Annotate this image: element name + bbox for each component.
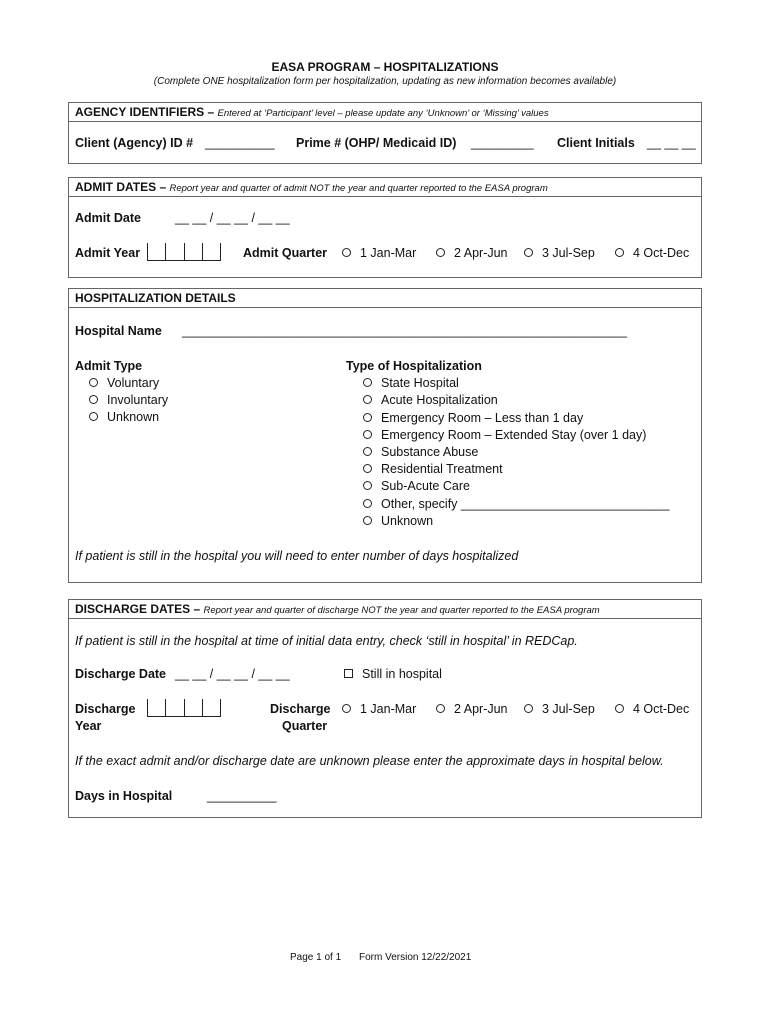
hosp-type-er-short[interactable] [363,411,583,425]
admit-type-involuntary[interactable] [89,393,168,407]
admit-year-label: Admit Year [75,246,141,260]
radio-icon [524,248,533,257]
radio-icon [363,464,372,473]
option-label: Residential Treatment [381,462,503,476]
hosp-type-state[interactable] [363,376,459,390]
hosp-type-residential[interactable] [363,462,503,476]
hosp-type-acute[interactable] [363,393,498,407]
form-subtitle: (Complete ONE hospitalization form per hospitalization, updating as new information becomes available) [153,76,617,87]
admit-section-header [69,178,701,197]
discharge-date-field[interactable]: __ __ / __ __ / __ __ [175,667,290,681]
radio-icon [524,704,533,713]
discharge-quarter-label-line1: Discharge [270,702,331,716]
client-initials-field[interactable]: __ __ __ [647,136,696,150]
radio-icon [342,248,351,257]
radio-icon [363,499,372,508]
discharge-quarter-label-line2: Quarter [282,719,328,733]
approx-days-note: If the exact admit and/or discharge date are unknown please enter the approximate days in hospital below. [75,754,664,768]
client-initials-label: Client Initials [557,136,635,150]
discharge-quarter-q2[interactable] [436,702,508,716]
radio-icon [363,481,372,490]
option-label: Involuntary [107,393,169,407]
option-label: 3 Jul-Sep [542,702,595,716]
redcap-note: If patient is still in the hospital at time of initial data entry, check ‘still in hospital’ in REDCap. [75,634,578,648]
radio-icon [89,395,98,404]
option-label: Sub-Acute Care [381,479,470,493]
form-version: Form Version 12/22/2021 [359,952,472,963]
option-label: 3 Jul-Sep [542,246,595,260]
radio-icon [436,704,445,713]
discharge-section-header [69,600,701,619]
agency-identifiers-section [68,102,702,164]
option-label: 4 Oct-Dec [633,702,690,716]
checkbox-label: Still in hospital [362,667,442,681]
days-in-hospital-label: Days in Hospital [75,789,173,803]
admit-heading: ADMIT DATES – [75,180,167,194]
admit-type-unknown[interactable] [89,410,159,424]
option-label: 2 Apr-Jun [454,246,508,260]
admit-quarter-q4[interactable] [615,246,689,260]
option-label: Unknown [107,410,160,424]
option-label: 1 Jan-Mar [360,702,417,716]
prime-id-field[interactable]: _________ [471,136,534,150]
radio-icon [363,413,372,422]
radio-icon [363,430,372,439]
agency-heading: AGENCY IDENTIFIERS – [75,105,215,119]
radio-icon [363,447,372,456]
radio-icon [342,704,351,713]
option-label: 4 Oct-Dec [633,246,690,260]
option-label: Emergency Room – Extended Stay (over 1 day) [381,428,647,442]
option-label: Substance Abuse [381,445,479,459]
option-label: Emergency Room – Less than 1 day [381,411,584,425]
discharge-quarter-q1[interactable] [342,702,416,716]
admit-year-boxes[interactable] [147,243,221,261]
option-label: 1 Jan-Mar [360,246,417,260]
hospital-name-field[interactable]: ________________________________________________________________ [182,324,627,338]
still-in-hospital-note: If patient is still in the hospital you will need to enter number of days hospitalized [75,549,519,563]
client-id-field[interactable]: __________ [205,136,275,150]
option-label: Unknown [381,514,434,528]
radio-icon [89,378,98,387]
hosp-type-substance[interactable] [363,445,478,459]
days-in-hospital-field[interactable]: __________ [207,789,277,803]
hosp-type-subacute[interactable] [363,479,470,493]
admit-note: Report year and quarter of admit NOT the year and quarter reported to the EASA program [169,183,548,194]
discharge-quarter-q3[interactable] [524,702,595,716]
admit-date-label: Admit Date [75,211,141,225]
form-title: EASA PROGRAM – HOSPITALIZATIONS [271,60,499,74]
radio-icon [363,378,372,387]
checkbox-icon [344,669,353,678]
radio-icon [615,704,624,713]
admit-type-label: Admit Type [75,359,143,373]
radio-icon [615,248,624,257]
discharge-date-label: Discharge Date [75,667,167,681]
hospitalization-details-section [68,288,702,583]
admit-quarter-label: Admit Quarter [243,246,328,260]
option-label: Voluntary [107,376,160,390]
still-in-hospital-checkbox[interactable] [344,667,442,681]
discharge-heading: DISCHARGE DATES – [75,602,201,616]
option-label: State Hospital [381,376,459,390]
hosp-type-er-extended[interactable] [363,428,646,442]
discharge-quarter-q4[interactable] [615,702,689,716]
discharge-year-label-line2: Year [75,719,102,733]
option-label: 2 Apr-Jun [454,702,508,716]
page-number: Page 1 of 1 [290,952,342,963]
details-heading: HOSPITALIZATION DETAILS [75,291,236,305]
radio-icon [363,516,372,525]
radio-icon [436,248,445,257]
prime-id-label: Prime # (OHP/ Medicaid ID) [296,136,457,150]
discharge-year-boxes[interactable] [147,699,221,717]
admit-dates-section [68,177,702,278]
admit-quarter-q3[interactable] [524,246,595,260]
radio-icon [89,412,98,421]
details-section-header [69,289,701,308]
agency-note: Entered at ‘Participant’ level – please update any ‘Unknown’ or ‘Missing’ values [217,108,549,119]
option-label: Acute Hospitalization [381,393,498,407]
admit-date-field[interactable]: __ __ / __ __ / __ __ [175,211,290,225]
discharge-year-label-line1: Discharge [75,702,136,716]
option-label: Other, specify ______________________________ [381,497,670,511]
hospital-name-label: Hospital Name [75,324,162,338]
discharge-note: Report year and quarter of discharge NOT the year and quarter reported to the EASA program [203,605,600,616]
radio-icon [363,395,372,404]
admit-quarter-q2[interactable] [436,246,508,260]
agency-section-header [69,103,701,122]
hosp-type-other[interactable] [363,497,669,511]
admit-type-voluntary[interactable] [89,376,159,390]
hosp-type-label: Type of Hospitalization [346,359,482,373]
client-id-label: Client (Agency) ID # [75,136,194,150]
discharge-dates-section [68,599,702,818]
admit-quarter-q1[interactable] [342,246,416,260]
hosp-type-unknown[interactable] [363,514,433,528]
